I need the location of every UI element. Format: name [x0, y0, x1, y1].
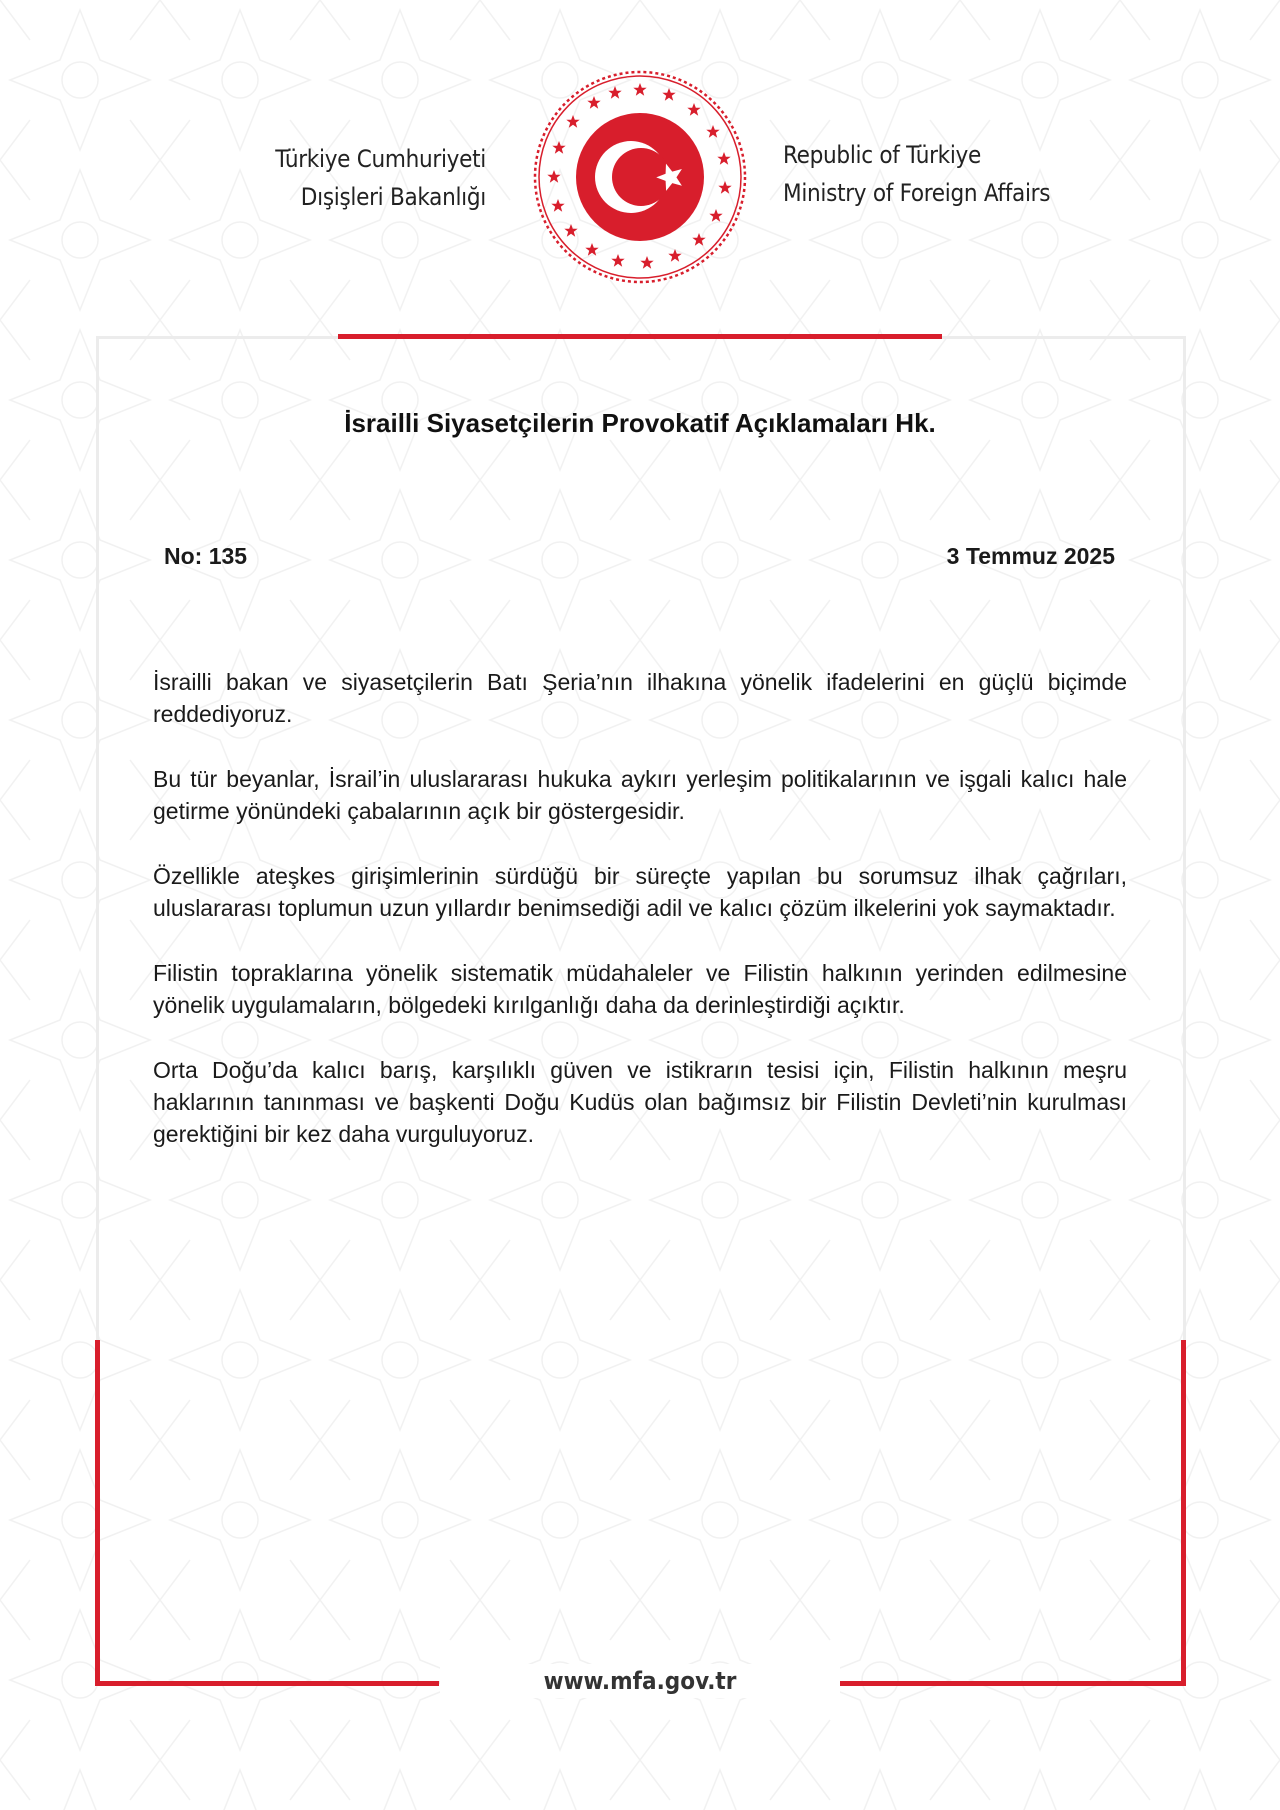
paragraph-3: Özellikle ateşkes girişimlerinin sürdüğü bir süreçte yapılan bu sorumsuz ilhak çağrıları, uluslararası toplumun uzun yıllardır benimsediği adil ve kalıcı çözüm ilkelerini yok saymaktadır.	[153, 863, 1127, 921]
left-red-bracket-horizontal	[95, 1681, 439, 1686]
left-red-bracket-vertical	[95, 1340, 100, 1686]
crescent-star-seal-icon	[529, 66, 751, 288]
right-red-bracket-horizontal	[840, 1681, 1186, 1686]
paragraph-5: Orta Doğu’da kalıcı barış, karşılıklı güven ve istikrarın tesisi için, Filistin halkının meşru haklarının tanınması ve başkenti Doğu Kudüs olan bağımsız bir Filistin Devleti’nin kurulması gerektiğini bir kez daha vurguluyoruz.	[153, 1057, 1127, 1147]
ministry-name-english	[783, 136, 1063, 212]
paragraph-4: Filistin topraklarına yönelik sistematik müdahaleler ve Filistin halkının yerinden edilmesine yönelik uygulamaların, bölgedeki kırılganlığı daha da derinleştirdiği açıktır.	[153, 960, 1127, 1018]
ministry-en-line1: Republic of Türkiye	[783, 141, 982, 169]
ministry-tr-line2: Dışişleri Bakanlığı	[300, 183, 486, 211]
document-date: 3 Temmuz 2025	[946, 543, 1115, 569]
ministry-tr-line1: Türkiye Cumhuriyeti	[275, 145, 486, 173]
document-body	[153, 666, 1127, 1183]
document-number: No: 135	[164, 543, 248, 569]
ministry-en-line2: Ministry of Foreign Affairs	[783, 179, 1051, 207]
paragraph-1: İsrailli bakan ve siyasetçilerin Batı Şeria’nın ilhakına yönelik ifadelerini en güçlü biçimde reddediyoruz.	[153, 669, 1127, 727]
document-title: İsrailli Siyasetçilerin Provokatif Açıklamaları Hk.	[344, 408, 936, 438]
top-red-bar	[338, 334, 942, 339]
right-red-bracket-vertical	[1181, 1340, 1186, 1686]
footer-website: www.mfa.gov.tr	[440, 1664, 840, 1698]
ministry-name-turkish	[250, 140, 486, 216]
paragraph-2: Bu tür beyanlar, İsrail’in uluslararası hukuka aykırı yerleşim politikalarının ve işgali kalıcı hale getirme yönündeki çabalarının açık bir göstergesidir.	[153, 766, 1127, 824]
